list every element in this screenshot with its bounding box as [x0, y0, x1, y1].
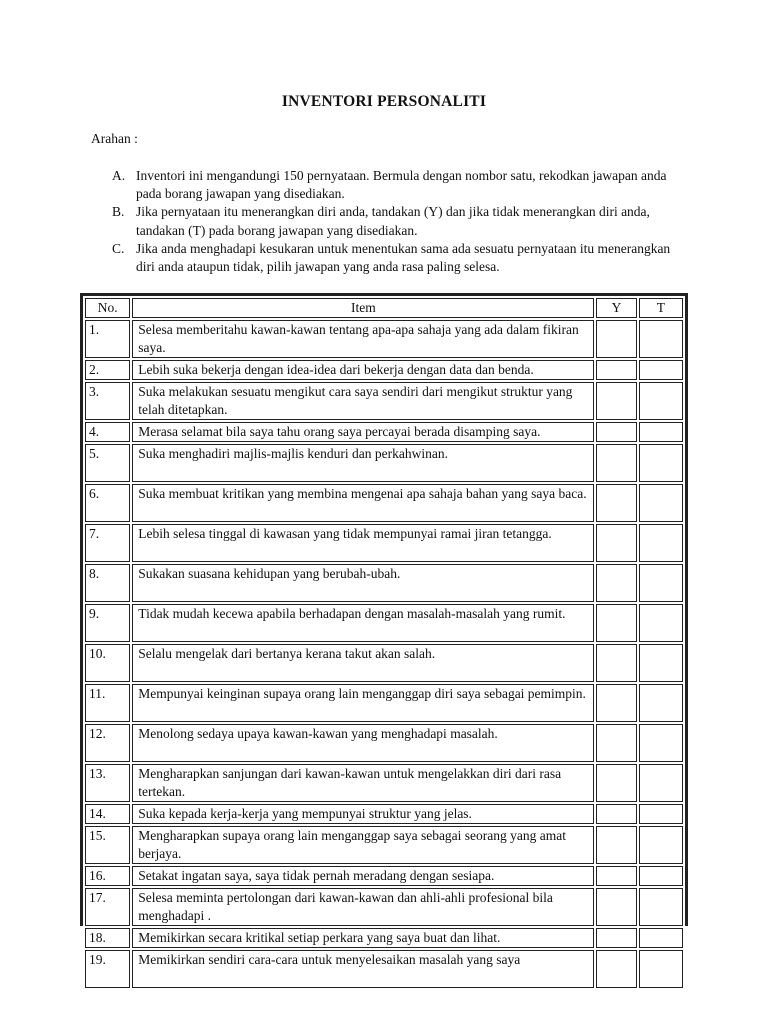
row-number: 18. — [85, 928, 130, 948]
answer-y-cell[interactable] — [596, 928, 636, 948]
answer-y-cell[interactable] — [596, 684, 636, 722]
inventory-table — [83, 296, 685, 990]
table-row — [85, 564, 683, 602]
instruction-letter: A. — [112, 168, 126, 183]
row-item-text: Suka melakukan sesuatu mengikut cara saya sendiri dari mengikut struktur yang telah ditetapkan. — [132, 382, 594, 420]
table-body — [85, 320, 683, 988]
row-item-text: Suka membuat kritikan yang membina mengenai apa sahaja bahan yang saya baca. — [132, 484, 594, 522]
row-number: 9. — [85, 604, 130, 642]
table-row — [85, 360, 683, 380]
header-no: No. — [85, 298, 130, 318]
row-item-text: Lebih suka bekerja dengan idea-idea dari bekerja dengan data dan benda. — [132, 360, 594, 380]
table-row — [85, 382, 683, 420]
page-title: INVENTORI PERSONALITI — [281, 93, 487, 110]
row-number: 14. — [85, 804, 130, 824]
answer-y-cell[interactable] — [596, 360, 636, 380]
instruction-letter: C. — [112, 240, 125, 256]
answer-y-cell[interactable] — [596, 724, 636, 762]
instruction-item — [112, 203, 682, 239]
row-item-text: Menolong sedaya upaya kawan-kawan yang menghadapi masalah. — [132, 724, 594, 762]
row-number: 12. — [85, 724, 130, 762]
answer-y-cell[interactable] — [596, 764, 636, 802]
answer-t-cell[interactable] — [639, 564, 683, 602]
answer-t-cell[interactable] — [639, 360, 683, 380]
row-item-text: Selalu mengelak dari bertanya kerana takut akan salah. — [132, 644, 594, 682]
answer-t-cell[interactable] — [639, 888, 683, 926]
row-item-text: Setakat ingatan saya, saya tidak pernah meradang dengan sesiapa. — [132, 866, 594, 886]
row-number: 2. — [85, 360, 130, 380]
table-row — [85, 644, 683, 682]
row-number: 15. — [85, 826, 130, 864]
answer-t-cell[interactable] — [639, 950, 683, 988]
answer-t-cell[interactable] — [639, 804, 683, 824]
header-y: Y — [596, 298, 636, 318]
answer-t-cell[interactable] — [639, 422, 683, 442]
table-row — [85, 866, 683, 886]
answer-y-cell[interactable] — [596, 444, 636, 482]
answer-y-cell[interactable] — [596, 320, 636, 358]
row-item-text: Merasa selamat bila saya tahu orang saya percayai berada disamping saya. — [132, 422, 594, 442]
row-number: 13. — [85, 764, 130, 802]
row-number: 10. — [85, 644, 130, 682]
answer-t-cell[interactable] — [639, 524, 683, 562]
answer-y-cell[interactable] — [596, 604, 636, 642]
answer-t-cell[interactable] — [639, 382, 683, 420]
answer-t-cell[interactable] — [639, 444, 683, 482]
answer-y-cell[interactable] — [596, 826, 636, 864]
row-item-text: Lebih selesa tinggal di kawasan yang tidak mempunyai ramai jiran tetangga. — [132, 524, 594, 562]
table-row — [85, 804, 683, 824]
table-row — [85, 524, 683, 562]
answer-t-cell[interactable] — [639, 644, 683, 682]
instruction-text: Jika anda menghadapi kesukaran untuk menentukan sama ada sesuatu pernyataan itu menerangkan diri anda ataupun tidak, pilih jawapan yang anda rasa paling selesa. — [136, 240, 671, 275]
row-item-text: Suka menghadiri majlis-majlis kenduri dan perkahwinan. — [132, 444, 594, 482]
table-header-row — [85, 298, 683, 318]
row-item-text: Sukakan suasana kehidupan yang berubah-ubah. — [132, 564, 594, 602]
row-number: 19. — [85, 950, 130, 988]
row-item-text: Mengharapkan supaya orang lain menganggap saya sebagai seorang yang amat berjaya. — [132, 826, 594, 864]
instruction-item — [112, 240, 682, 276]
row-item-text: Mempunyai keinginan supaya orang lain menganggap diri saya sebagai pemimpin. — [132, 684, 594, 722]
header-item: Item — [132, 298, 594, 318]
table-row — [85, 444, 683, 482]
row-item-text: Suka kepada kerja-kerja yang mempunyai struktur yang jelas. — [132, 804, 594, 824]
instruction-item — [112, 167, 682, 203]
table-row — [85, 950, 683, 988]
answer-t-cell[interactable] — [639, 866, 683, 886]
table-row — [85, 888, 683, 926]
table-row — [85, 604, 683, 642]
row-number: 1. — [85, 320, 130, 358]
instruction-text: Inventori ini mengandungi 150 pernyataan. Bermula dengan nombor satu, rekodkan jawapan anda pada borang jawapan yang disediakan. — [136, 168, 667, 202]
answer-y-cell[interactable] — [596, 888, 636, 926]
instructions-heading: Arahan : — [91, 131, 138, 146]
row-number: 5. — [85, 444, 130, 482]
table-row — [85, 684, 683, 722]
row-item-text: Selesa memberitahu kawan-kawan tentang apa-apa sahaja yang ada dalam fikiran saya. — [132, 320, 594, 358]
inventory-table-frame — [80, 293, 688, 967]
row-number: 11. — [85, 684, 130, 722]
table-row — [85, 826, 683, 864]
table-row — [85, 422, 683, 442]
answer-y-cell[interactable] — [596, 644, 636, 682]
row-number: 6. — [85, 484, 130, 522]
row-number: 3. — [85, 382, 130, 420]
table-row — [85, 724, 683, 762]
answer-y-cell[interactable] — [596, 804, 636, 824]
instruction-text: Jika pernyataan itu menerangkan diri anda, tandakan (Y) dan jika tidak menerangkan diri anda, tandakan (T) pada borang jawapan yang disediakan. — [136, 204, 650, 238]
answer-t-cell[interactable] — [639, 928, 683, 948]
answer-y-cell[interactable] — [596, 564, 636, 602]
header-t: T — [639, 298, 683, 318]
answer-t-cell[interactable] — [639, 484, 683, 522]
answer-t-cell[interactable] — [639, 320, 683, 358]
answer-y-cell[interactable] — [596, 524, 636, 562]
row-item-text: Memikirkan sendiri cara-cara untuk menyelesaikan masalah yang saya — [132, 950, 594, 988]
row-item-text: Memikirkan secara kritikal setiap perkara yang saya buat dan lihat. — [132, 928, 594, 948]
answer-y-cell[interactable] — [596, 866, 636, 886]
row-item-text: Mengharapkan sanjungan dari kawan-kawan untuk mengelakkan diri dari rasa tertekan. — [132, 764, 594, 802]
row-number: 8. — [85, 564, 130, 602]
row-number: 7. — [85, 524, 130, 562]
answer-t-cell[interactable] — [639, 764, 683, 802]
row-number: 4. — [85, 422, 130, 442]
answer-y-cell[interactable] — [596, 484, 636, 522]
answer-t-cell[interactable] — [639, 826, 683, 864]
instruction-letter: B. — [112, 204, 125, 220]
row-item-text: Tidak mudah kecewa apabila berhadapan dengan masalah-masalah yang rumit. — [132, 604, 594, 642]
answer-y-cell[interactable] — [596, 950, 636, 988]
row-number: 17. — [85, 888, 130, 926]
answer-t-cell[interactable] — [639, 604, 683, 642]
answer-y-cell[interactable] — [596, 422, 636, 442]
row-number: 16. — [85, 866, 130, 886]
table-row — [85, 928, 683, 948]
answer-t-cell[interactable] — [639, 684, 683, 722]
table-row — [85, 320, 683, 358]
row-item-text: Selesa meminta pertolongan dari kawan-kawan dan ahli-ahli profesional bila menghadapi . — [132, 888, 594, 926]
instructions-list — [112, 167, 682, 276]
table-row — [85, 764, 683, 802]
table-row — [85, 484, 683, 522]
answer-t-cell[interactable] — [639, 724, 683, 762]
answer-y-cell[interactable] — [596, 382, 636, 420]
